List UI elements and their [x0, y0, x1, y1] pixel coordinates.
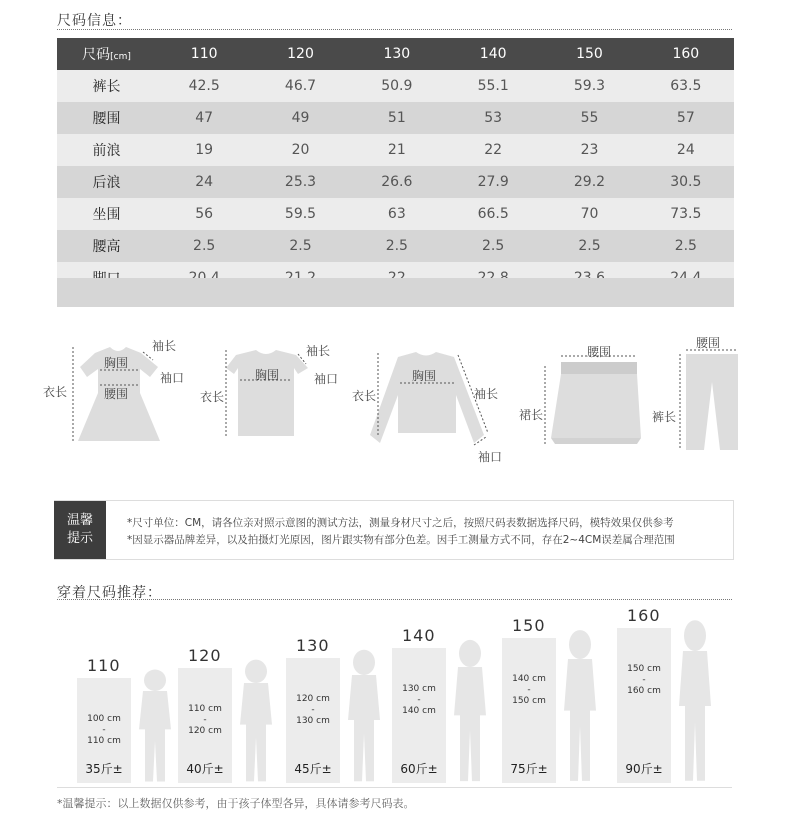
- recommend-divider: [57, 599, 732, 600]
- table-cell: 42.5: [156, 70, 252, 102]
- tshirt-diagram: [198, 340, 348, 440]
- range-range-to: 110 cm: [87, 736, 121, 746]
- recommend-size-label: 160: [627, 606, 661, 625]
- recommend-height-range: [502, 674, 556, 707]
- dress-diagram: [40, 335, 190, 450]
- table-cell: 59.3: [541, 70, 637, 102]
- table-cell: 30.5: [638, 166, 734, 198]
- table-row: [57, 70, 734, 102]
- tshirt-cuff-label: 袖口: [314, 372, 339, 386]
- recommend-title: 穿着尺码推荐：: [57, 585, 162, 601]
- tshirt-chest-label: 胸围: [255, 368, 280, 382]
- tips-line-1: *尺寸单位：CM，请各位亲对照示意图的测试方法，测量身材尺寸之后，按照尺码表数据选择尺码，模特效果仅供参考: [127, 517, 674, 529]
- recommend-size-label: 110: [87, 656, 121, 675]
- table-cell: 24: [156, 166, 252, 198]
- child-silhouette-icon: [236, 658, 276, 783]
- tips-badge-line1: 温馨: [66, 513, 93, 528]
- range-range-sep: -: [527, 685, 531, 695]
- sweater-length-label: 衣长: [352, 389, 377, 403]
- table-row: [57, 102, 734, 134]
- child-silhouette-icon: [135, 668, 175, 783]
- recommend-size-label: 120: [188, 646, 222, 665]
- recommend-weight: 45斤±: [294, 762, 332, 776]
- title-divider: [57, 29, 732, 30]
- row-label: 腰围: [57, 102, 156, 134]
- pants-length-label: 裤长: [652, 410, 677, 424]
- table-row: [57, 134, 734, 166]
- table-cell: 2.5: [252, 230, 348, 262]
- range-range-to: 150 cm: [512, 696, 546, 706]
- row-label: 裤长: [57, 70, 156, 102]
- sweater-chest-label: 胸围: [412, 369, 437, 383]
- size-col-header: 110: [156, 38, 252, 70]
- dress-cuff-label: 袖口: [160, 371, 185, 385]
- table-cell: 2.5: [445, 230, 541, 262]
- pants-diagram: [650, 332, 750, 457]
- recommend-height-range: [617, 664, 671, 697]
- header-label-cell: [57, 38, 156, 70]
- pants-waist-label: 腰围: [696, 336, 721, 350]
- recommend-weight: 90斤±: [625, 762, 663, 776]
- row-label: 腰高: [57, 230, 156, 262]
- size-table: [57, 38, 734, 294]
- size-col-header: 140: [445, 38, 541, 70]
- table-cell: 50.9: [349, 70, 445, 102]
- skirt-length-label: 裙长: [519, 408, 544, 422]
- range-range-from: 150 cm: [627, 664, 661, 674]
- table-cell: 55: [541, 102, 637, 134]
- table-cell: 49: [252, 102, 348, 134]
- sweater-sleeve-label: 袖长: [474, 387, 499, 401]
- dress-chest-label: 胸围: [104, 356, 129, 370]
- table-footer-bar: [57, 278, 734, 307]
- table-cell: 59.5: [252, 198, 348, 230]
- table-cell: 53: [445, 102, 541, 134]
- recommend-size-label: 140: [402, 626, 436, 645]
- table-cell: 70: [541, 198, 637, 230]
- range-range-sep: -: [102, 725, 106, 735]
- table-cell: 2.5: [541, 230, 637, 262]
- table-cell: 51: [349, 102, 445, 134]
- tips-badge-line2: 提示: [66, 531, 93, 546]
- recommend-height-bar: [286, 658, 340, 783]
- range-range-to: 160 cm: [627, 686, 661, 696]
- tshirt-sleeve-label: 袖长: [306, 344, 331, 358]
- range-range-sep: -: [311, 705, 315, 715]
- table-cell: 46.7: [252, 70, 348, 102]
- table-cell: 47: [156, 102, 252, 134]
- table-cell: 73.5: [638, 198, 734, 230]
- table-cell: 2.5: [638, 230, 734, 262]
- range-range-to: 120 cm: [188, 726, 222, 736]
- child-silhouette-icon: [450, 638, 490, 783]
- table-cell: 57: [638, 102, 734, 134]
- range-range-sep: -: [642, 675, 646, 685]
- range-range-to: 130 cm: [296, 716, 330, 726]
- skirt-illustration: [515, 340, 655, 455]
- size-col-header: 150: [541, 38, 637, 70]
- recommend-weight: 60斤±: [400, 762, 438, 776]
- skirt-diagram: [515, 340, 655, 455]
- recommend-height-bar: [617, 628, 671, 783]
- recommend-size-label: 130: [296, 636, 330, 655]
- table-cell: 20: [252, 134, 348, 166]
- table-row: [57, 166, 734, 198]
- table-cell: 27.9: [445, 166, 541, 198]
- range-range-from: 100 cm: [87, 714, 121, 724]
- footer-divider: [57, 787, 732, 788]
- dress-length-label: 衣长: [43, 385, 68, 399]
- table-cell: 2.5: [349, 230, 445, 262]
- child-silhouette-icon: [344, 648, 384, 783]
- range-range-from: 130 cm: [402, 684, 436, 694]
- header-label: 尺码: [82, 47, 111, 63]
- range-range-sep: -: [203, 715, 207, 725]
- sweater-diagram: [350, 345, 510, 465]
- range-range-from: 120 cm: [296, 694, 330, 704]
- range-range-sep: -: [417, 695, 421, 705]
- range-range-to: 140 cm: [402, 706, 436, 716]
- recommend-height-range: [392, 684, 446, 717]
- range-range-from: 140 cm: [512, 674, 546, 684]
- size-col-header: 130: [349, 38, 445, 70]
- dress-waist-label: 腰围: [104, 387, 129, 401]
- size-info-title: 尺码信息：: [57, 13, 132, 29]
- child-silhouette-icon: [560, 628, 600, 783]
- sweater-cuff-label: 袖口: [478, 450, 503, 464]
- recommend-height-range: [178, 704, 232, 737]
- table-cell: 24: [638, 134, 734, 166]
- recommend-height-range: [77, 714, 131, 747]
- row-label: 后浪: [57, 166, 156, 198]
- table-cell: 63.5: [638, 70, 734, 102]
- recommend-height-bar: [178, 668, 232, 783]
- header-unit: [cm]: [110, 52, 131, 62]
- table-cell: 55.1: [445, 70, 541, 102]
- recommend-size-label: 150: [512, 616, 546, 635]
- recommend-weight: 35斤±: [85, 762, 123, 776]
- table-cell: 29.2: [541, 166, 637, 198]
- table-cell: 66.5: [445, 198, 541, 230]
- recommend-height-bar: [392, 648, 446, 783]
- size-table-header: [57, 38, 734, 70]
- table-cell: 23: [541, 134, 637, 166]
- table-cell: 21: [349, 134, 445, 166]
- tips-box: [54, 500, 734, 560]
- recommend-height-range: [286, 694, 340, 727]
- table-cell: 22: [445, 134, 541, 166]
- tshirt-length-label: 衣长: [200, 390, 225, 404]
- table-row: [57, 198, 734, 230]
- table-cell: 26.6: [349, 166, 445, 198]
- dress-sleeve-label: 袖长: [152, 339, 177, 353]
- size-col-header: 160: [638, 38, 734, 70]
- row-label: 前浪: [57, 134, 156, 166]
- size-col-header: 120: [252, 38, 348, 70]
- recommend-height-bar: [77, 678, 131, 783]
- sweater-illustration: [350, 345, 510, 465]
- table-cell: 25.3: [252, 166, 348, 198]
- table-cell: 63: [349, 198, 445, 230]
- recommend-height-bar: [502, 638, 556, 783]
- range-range-from: 110 cm: [188, 704, 222, 714]
- footer-note: *温馨提示：以上数据仅供参考，由于孩子体型各异，具体请参考尺码表。: [57, 797, 415, 810]
- row-label: 坐围: [57, 198, 156, 230]
- tips-line-2: *因显示器品牌差异，以及拍摄灯光原因，图片跟实物有部分色差。因手工测量方式不同，存在2~4CM误差属合理范围: [127, 534, 675, 546]
- recommend-weight: 75斤±: [510, 762, 548, 776]
- table-cell: 56: [156, 198, 252, 230]
- table-cell: 2.5: [156, 230, 252, 262]
- skirt-waist-label: 腰围: [587, 345, 612, 359]
- table-row: [57, 230, 734, 262]
- tips-badge: [54, 501, 106, 559]
- recommend-weight: 40斤±: [186, 762, 224, 776]
- child-silhouette-icon: [675, 618, 715, 783]
- table-cell: 19: [156, 134, 252, 166]
